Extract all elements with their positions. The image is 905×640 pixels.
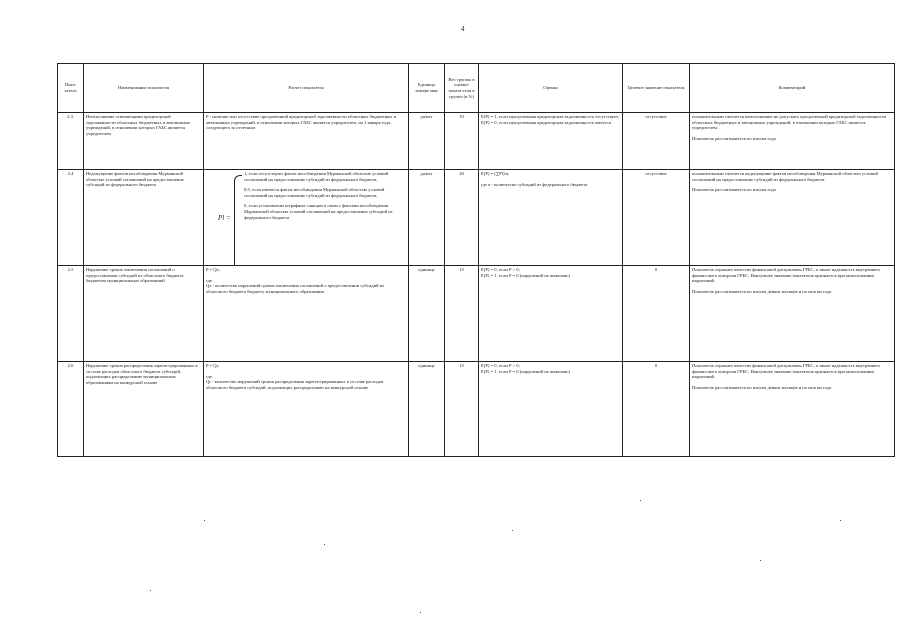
scan-speck (204, 520, 205, 521)
comment-text: положительным считается неисполнение не допускать просроченной кредиторской задолженности областных бюджетных и автономных учреждений, в отношении которых ГАБС является учредителем. (692, 114, 887, 131)
header-score: Оценка (479, 64, 623, 113)
scan-speck (840, 520, 841, 521)
indicator-name: Недопущение фактов несоблюдения Мурманской областью условий соглашений на предоставление субсидий из федерального бюджета (84, 170, 204, 266)
indicator-name: Нарушение сроков распределения зарегистрированных в составе расходов областного бюджета субсидий, подлежащих распределению муниципальным образованиям на конкурсной основе (84, 362, 204, 457)
row-number: 2.6 (58, 362, 84, 457)
header-target: Целевое значение показателя (623, 64, 690, 113)
comment-period: Показатель рассчитывается по итогам девяти месяцев и по итогам года (692, 384, 832, 390)
calc-where: где (206, 277, 213, 283)
calc-where: где (206, 373, 213, 379)
indicator-weight: 15 (445, 266, 479, 362)
table-row (58, 266, 895, 362)
indicator-target: 0 (623, 266, 690, 362)
indicator-score (479, 170, 623, 266)
score-case-2: E(P) = 1, если P = 0 (нарушений не выявлено) (481, 272, 571, 278)
calc-formula: P = Qr, (206, 363, 220, 368)
calc-formula: P = Qz, (206, 267, 220, 272)
scan-speck (150, 590, 151, 591)
comment-period: Показатель рассчитывается по итогам года (692, 135, 776, 141)
indicator-unit: да/нет (409, 113, 445, 170)
indicator-target: 0 (623, 362, 690, 457)
header-weight: Вес группы в оценке/ показа-теля в группе (в %) (445, 64, 479, 113)
header-calculation: Расчет показателя (204, 64, 409, 113)
comment-text: положительным считается недопущение фактов несоблюдения Мурманской областью условий соглашений на предоставление субсидий из федерального бюджета. (692, 171, 878, 182)
brace-icon (234, 175, 242, 266)
calc-definition: Qz - количество нарушений сроков заключения соглашений о предоставлении субсидий из областного бюджета бюджету муниципального образования (206, 283, 384, 294)
scan-speck (760, 560, 761, 561)
indicator-name: Неисполнение отвечающими кредиторской задолженности областных бюджетных и автономных учреждений, в отношении которых ГАБС является учредителем (84, 113, 204, 170)
indicator-target: отсутствие (623, 113, 690, 170)
header-comment: Комментарий (690, 64, 895, 113)
comment-period: Показатель рассчитывается по итогам года (692, 187, 776, 193)
indicator-comment (690, 170, 895, 266)
header-indicator-name: Наименование показателя (84, 64, 204, 113)
table-row (58, 113, 895, 170)
indicator-calculation (204, 362, 409, 457)
page-number: 4 (461, 25, 465, 33)
calc-definition: Qr - количество нарушений сроков распределения зарегистрированных в составе расходов областного бюджета субсидий, подлежащих распределению на конкурсной основе (206, 379, 384, 390)
indicator-score (479, 266, 623, 362)
piecewise-formula (206, 171, 406, 220)
indicator-unit: единица (409, 362, 445, 457)
header-indicator-no: Пока-затель (58, 64, 84, 113)
scan-speck (324, 544, 325, 545)
comment-text: Показатель отражает качество финансовой дисциплины ГРБС, а также надежность внутреннего финансового контроля ГРБС. Наилучшее значение показателя признается при неисполнении нарушений. (692, 363, 881, 380)
scan-speck (512, 530, 513, 531)
indicators-table (57, 63, 895, 457)
score-formula: E(P) = (∑Pl)/n, (481, 171, 510, 176)
indicator-unit: единица (409, 266, 445, 362)
formula-case-3: 0, если установлены штрафные санкции в связи с фактами несоблюдения Мурманской областью условий соглашений на предоставление субсидий из федерального бюджета (244, 203, 393, 220)
indicator-calculation (204, 266, 409, 362)
indicator-calculation: P - наличие или отсутствие просроченной кредиторской задолженности областных бюджетных и автономных учреждений, в отношении которых ГАБС является учредителем, на 1 января года, следующего за отчетным (204, 113, 409, 170)
score-case-1: E(P) = 0, если P > 0; (481, 267, 520, 272)
indicator-target: отсутствие (623, 170, 690, 266)
row-number: 2.4 (58, 170, 84, 266)
indicator-calculation (204, 170, 409, 266)
indicator-weight: 15 (445, 362, 479, 457)
indicator-name: Нарушение сроков заключения соглашений о предоставлении субсидий из областного бюджета бюджетам муниципальных образований (84, 266, 204, 362)
score-case-2: E(P) = 1, если P = 0 (нарушений не выявлено) (481, 368, 571, 374)
formula-case-1: 1, если отсутствуют факты несоблюдения Мурманской областью условий соглашений на предоставление субсидий из федерального бюджета, (244, 171, 389, 182)
indicator-weight: 10 (445, 113, 479, 170)
score-note: где n - количество субсидий из федерального бюджета (481, 181, 588, 187)
scan-speck (420, 612, 421, 613)
formula-variable: Pl = (218, 214, 231, 222)
row-number: 2.3. (58, 113, 84, 170)
table-row (58, 362, 895, 457)
indicator-score: E(P) = 1, если просроченная кредиторская задолженность отсутствует; E(P) = 0, если просроченная кредиторская задолженность имеется (479, 113, 623, 170)
header-row (58, 64, 895, 113)
comment-text: Показатель отражает качество финансовой дисциплины ГРБС, а также надежность внутреннего финансового контроля ГРБС. Наилучшее значение показателя признается при неисполнении нарушений. (692, 267, 881, 284)
indicator-score (479, 362, 623, 457)
header-unit: Единица измере-ния (409, 64, 445, 113)
score-case-1: E(P) = 0, если P > 0; (481, 363, 520, 368)
indicator-comment (690, 266, 895, 362)
indicator-weight: 20 (445, 170, 479, 266)
indicator-comment (690, 362, 895, 457)
indicator-comment (690, 113, 895, 170)
formula-case-2: 0,5, если имеются факты несоблюдения Мурманской областью условий соглашений на предоставление субсидий из федерального бюджета, (244, 187, 385, 198)
row-number: 2.5 (58, 266, 84, 362)
indicator-unit: да/нет (409, 170, 445, 266)
scan-speck (640, 500, 641, 501)
comment-period: Показатель рассчитывается по итогам девяти месяцев и по итогам года (692, 288, 832, 294)
table-row (58, 170, 895, 266)
